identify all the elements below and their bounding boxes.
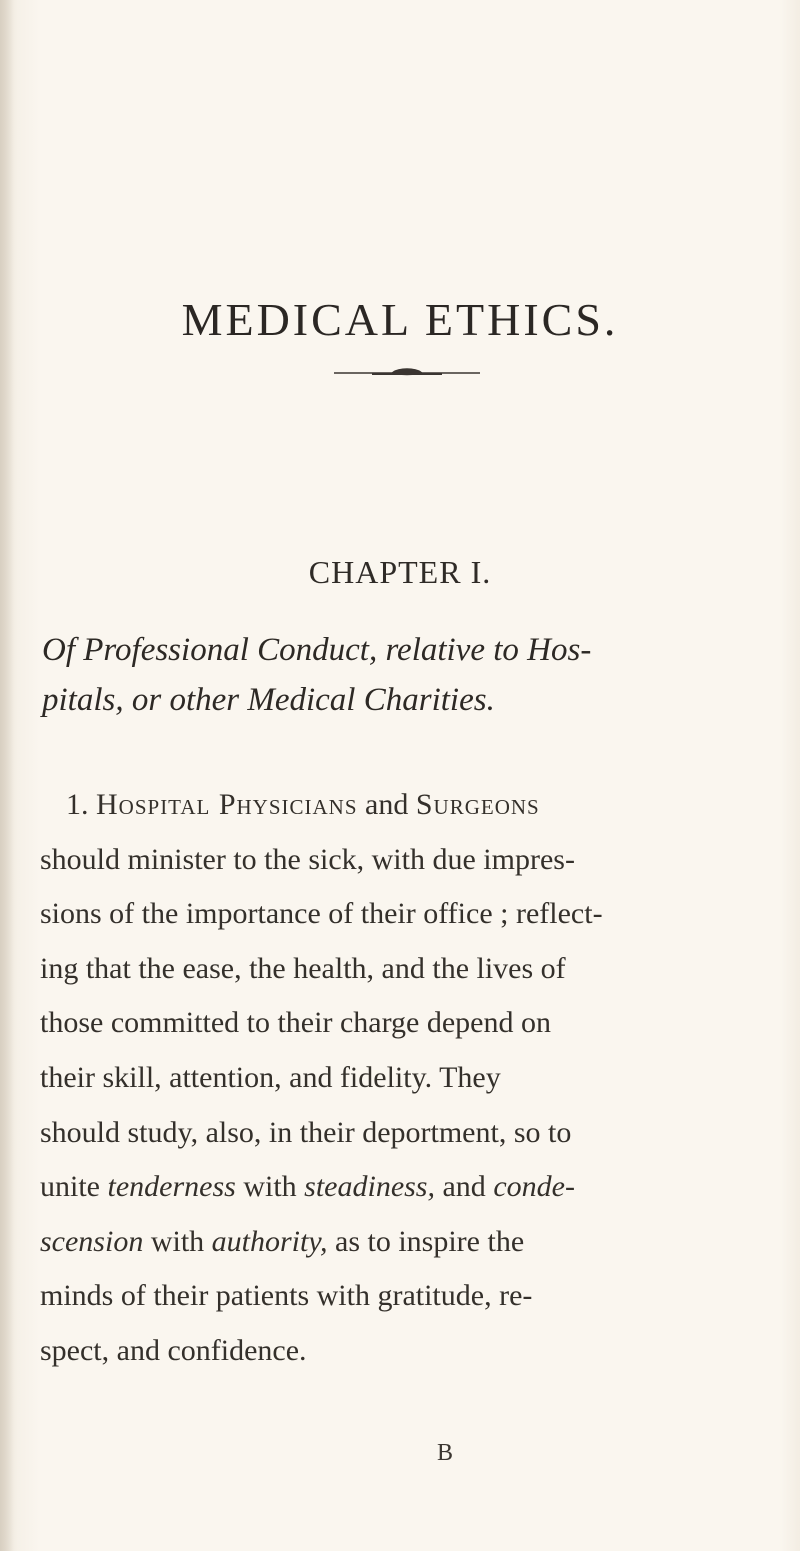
book-title: MEDICAL ETHICS. [181,294,619,345]
text-line: sions of the importance of their office ; reflect- [40,897,603,931]
emphasis: steadiness, [304,1170,435,1204]
lead-words-2: Surgeons [415,788,540,821]
text-line: unite tenderness with steadiness, and conde- [40,1170,575,1204]
lead-words: Hospital Physicians [96,788,358,821]
paragraph-first-line [66,778,540,833]
binding-shadow [0,0,14,1551]
signature-mark: B [437,1440,454,1466]
ornamental-rule [332,366,482,378]
text-line: spect, and confidence. [40,1334,307,1367]
text-line: scension with authority, as to inspire the [40,1224,525,1258]
text-line: should study, also, in their deportment, so to [40,1115,572,1149]
chapter-heading: CHAPTER I. [308,554,492,590]
text-line: should minister to the sick, with due impres- [40,842,575,876]
subtitle-line-2: pitals, or other Medical Charities. [42,682,495,718]
subtitle-line-1: Of Professional Conduct, relative to Hos- [42,632,592,668]
text-line: ing that the ease, the health, and the lives of [40,951,566,985]
paragraph-number: 1. [66,788,89,821]
lead-and: and [365,788,409,821]
emphasis: authority, [211,1224,328,1258]
text-line: their skill, attention, and fidelity. They [40,1061,501,1094]
emphasis: tenderness [107,1170,236,1204]
emphasis: conde- [493,1170,575,1204]
text-line: minds of their patients with gratitude, re- [40,1279,533,1313]
emphasis: scension [40,1224,144,1258]
text-line: those committed to their charge depend on [40,1006,551,1040]
